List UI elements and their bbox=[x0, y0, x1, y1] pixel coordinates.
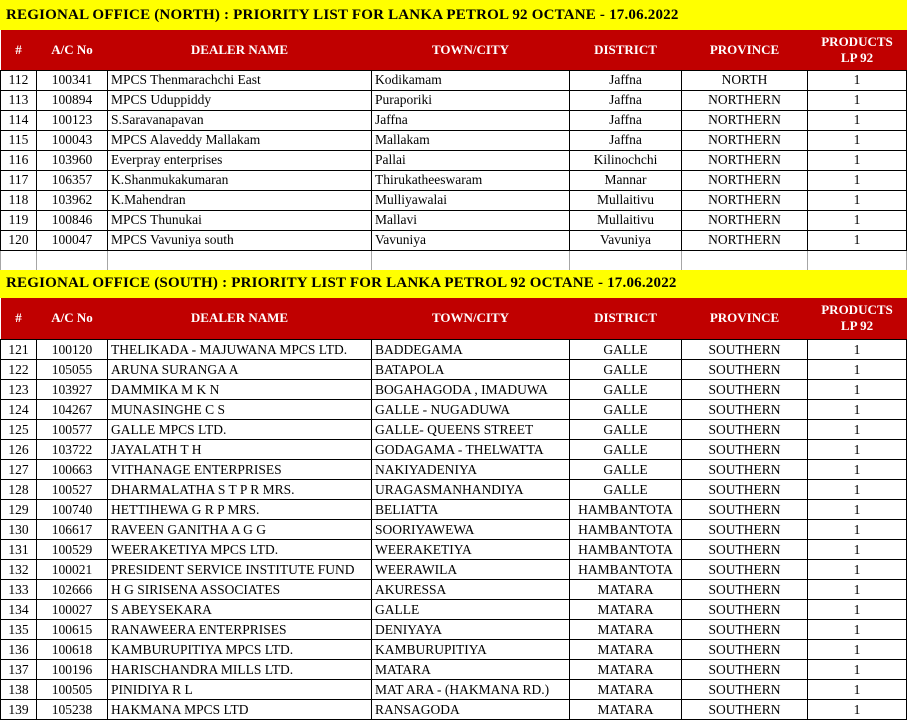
account-no-cell: 100021 bbox=[37, 560, 108, 580]
column-header-district: DISTRICT bbox=[570, 30, 682, 70]
products-cell: 1 bbox=[808, 190, 907, 210]
products-cell: 1 bbox=[808, 500, 907, 520]
products-cell: 1 bbox=[808, 600, 907, 620]
district-cell: Vavuniya bbox=[570, 230, 682, 250]
table-header-north bbox=[1, 30, 907, 70]
district-cell: Jaffna bbox=[570, 90, 682, 110]
province-cell: SOUTHERN bbox=[682, 580, 808, 600]
table-row bbox=[1, 360, 907, 380]
column-header-products: PRODUCTS LP 92 bbox=[808, 30, 907, 70]
row-number-cell: 112 bbox=[1, 70, 37, 90]
products-cell: 1 bbox=[808, 640, 907, 660]
account-no-cell: 100615 bbox=[37, 620, 108, 640]
town-city-cell: MAT ARA - (HAKMANA RD.) bbox=[372, 680, 570, 700]
dealer-name-cell: HARISCHANDRA MILLS LTD. bbox=[108, 660, 372, 680]
row-number-cell: 138 bbox=[1, 680, 37, 700]
province-cell: SOUTHERN bbox=[682, 400, 808, 420]
account-no-cell: 100846 bbox=[37, 210, 108, 230]
column-header-num: # bbox=[1, 30, 37, 70]
district-cell: MATARA bbox=[570, 680, 682, 700]
town-city-cell: WEERAWILA bbox=[372, 560, 570, 580]
account-no-cell: 103962 bbox=[37, 190, 108, 210]
row-number-cell: 118 bbox=[1, 190, 37, 210]
table-row bbox=[1, 640, 907, 660]
table-row bbox=[1, 540, 907, 560]
row-number-cell: 125 bbox=[1, 420, 37, 440]
district-cell: HAMBANTOTA bbox=[570, 560, 682, 580]
town-city-cell: Mallakam bbox=[372, 130, 570, 150]
account-no-cell: 103927 bbox=[37, 380, 108, 400]
priority-table-south bbox=[0, 298, 907, 721]
dealer-name-cell: MPCS Alaveddy Mallakam bbox=[108, 130, 372, 150]
table-row bbox=[1, 680, 907, 700]
district-cell: GALLE bbox=[570, 340, 682, 360]
province-cell: SOUTHERN bbox=[682, 500, 808, 520]
table-row bbox=[1, 580, 907, 600]
table-row bbox=[1, 500, 907, 520]
province-cell: NORTH bbox=[682, 70, 808, 90]
column-header-dealer-name: DEALER NAME bbox=[108, 298, 372, 340]
dealer-name-cell: DHARMALATHA S T P R MRS. bbox=[108, 480, 372, 500]
district-cell: Jaffna bbox=[570, 70, 682, 90]
district-cell: MATARA bbox=[570, 600, 682, 620]
province-cell: SOUTHERN bbox=[682, 660, 808, 680]
table-row bbox=[1, 210, 907, 230]
province-cell: SOUTHERN bbox=[682, 460, 808, 480]
products-cell: 1 bbox=[808, 700, 907, 720]
row-number-cell: 113 bbox=[1, 90, 37, 110]
column-header-dealer-name: DEALER NAME bbox=[108, 30, 372, 70]
account-no-cell: 103722 bbox=[37, 440, 108, 460]
table-row bbox=[1, 520, 907, 540]
province-cell: NORTHERN bbox=[682, 230, 808, 250]
account-no-cell: 104267 bbox=[37, 400, 108, 420]
account-no-cell: 106357 bbox=[37, 170, 108, 190]
province-cell: NORTHERN bbox=[682, 90, 808, 110]
account-no-cell: 100894 bbox=[37, 90, 108, 110]
town-city-cell: Mulliyawalai bbox=[372, 190, 570, 210]
province-cell: NORTHERN bbox=[682, 170, 808, 190]
district-cell: HAMBANTOTA bbox=[570, 540, 682, 560]
row-number-cell: 120 bbox=[1, 230, 37, 250]
products-cell: 1 bbox=[808, 340, 907, 360]
table-body-south bbox=[1, 340, 907, 720]
products-cell: 1 bbox=[808, 680, 907, 700]
spacer-strip bbox=[0, 251, 907, 270]
province-cell: NORTHERN bbox=[682, 210, 808, 230]
table-row bbox=[1, 150, 907, 170]
row-number-cell: 115 bbox=[1, 130, 37, 150]
district-cell: Mullaitivu bbox=[570, 190, 682, 210]
dealer-name-cell: S.Saravanapavan bbox=[108, 110, 372, 130]
town-city-cell: AKURESSA bbox=[372, 580, 570, 600]
section-south-title: REGIONAL OFFICE (SOUTH) : PRIORITY LIST FOR LANKA PETROL 92 OCTANE - 17.06.2022 bbox=[0, 270, 907, 298]
row-number-cell: 122 bbox=[1, 360, 37, 380]
products-cell: 1 bbox=[808, 520, 907, 540]
column-header-town-city: TOWN/CITY bbox=[372, 298, 570, 340]
dealer-name-cell: VITHANAGE ENTERPRISES bbox=[108, 460, 372, 480]
table-row bbox=[1, 700, 907, 720]
account-no-cell: 100740 bbox=[37, 500, 108, 520]
row-number-cell: 114 bbox=[1, 110, 37, 130]
account-no-cell: 100577 bbox=[37, 420, 108, 440]
town-city-cell: URAGASMANHANDIYA bbox=[372, 480, 570, 500]
town-city-cell: MATARA bbox=[372, 660, 570, 680]
province-cell: SOUTHERN bbox=[682, 680, 808, 700]
province-cell: SOUTHERN bbox=[682, 600, 808, 620]
account-no-cell: 100027 bbox=[37, 600, 108, 620]
district-cell: Jaffna bbox=[570, 130, 682, 150]
column-header-province: PROVINCE bbox=[682, 298, 808, 340]
province-cell: NORTHERN bbox=[682, 190, 808, 210]
account-no-cell: 106617 bbox=[37, 520, 108, 540]
account-no-cell: 100043 bbox=[37, 130, 108, 150]
town-city-cell: GALLE- QUEENS STREET bbox=[372, 420, 570, 440]
spacer-row bbox=[1, 251, 907, 270]
dealer-name-cell: RAVEEN GANITHA A G G bbox=[108, 520, 372, 540]
section-north-title: REGIONAL OFFICE (NORTH) : PRIORITY LIST FOR LANKA PETROL 92 OCTANE - 17.06.2022 bbox=[0, 0, 907, 30]
province-cell: SOUTHERN bbox=[682, 440, 808, 460]
products-cell: 1 bbox=[808, 540, 907, 560]
column-header-town-city: TOWN/CITY bbox=[372, 30, 570, 70]
row-number-cell: 136 bbox=[1, 640, 37, 660]
row-number-cell: 139 bbox=[1, 700, 37, 720]
products-cell: 1 bbox=[808, 480, 907, 500]
district-cell: GALLE bbox=[570, 440, 682, 460]
town-city-cell: BADDEGAMA bbox=[372, 340, 570, 360]
row-number-cell: 116 bbox=[1, 150, 37, 170]
account-no-cell: 100663 bbox=[37, 460, 108, 480]
district-cell: GALLE bbox=[570, 460, 682, 480]
table-row bbox=[1, 600, 907, 620]
town-city-cell: GALLE - NUGADUWA bbox=[372, 400, 570, 420]
row-number-cell: 133 bbox=[1, 580, 37, 600]
products-cell: 1 bbox=[808, 580, 907, 600]
district-cell: MATARA bbox=[570, 580, 682, 600]
district-cell: Jaffna bbox=[570, 110, 682, 130]
account-no-cell: 100120 bbox=[37, 340, 108, 360]
town-city-cell: Vavuniya bbox=[372, 230, 570, 250]
account-no-cell: 100341 bbox=[37, 70, 108, 90]
row-number-cell: 121 bbox=[1, 340, 37, 360]
dealer-name-cell: GALLE MPCS LTD. bbox=[108, 420, 372, 440]
province-cell: SOUTHERN bbox=[682, 340, 808, 360]
dealer-name-cell: PINIDIYA R L bbox=[108, 680, 372, 700]
table-row bbox=[1, 440, 907, 460]
town-city-cell: NAKIYADENIYA bbox=[372, 460, 570, 480]
district-cell: MATARA bbox=[570, 700, 682, 720]
products-cell: 1 bbox=[808, 70, 907, 90]
district-cell: MATARA bbox=[570, 640, 682, 660]
district-cell: Mannar bbox=[570, 170, 682, 190]
province-cell: SOUTHERN bbox=[682, 520, 808, 540]
table-row bbox=[1, 340, 907, 360]
section-south bbox=[0, 270, 907, 721]
products-cell: 1 bbox=[808, 130, 907, 150]
row-number-cell: 132 bbox=[1, 560, 37, 580]
district-cell: GALLE bbox=[570, 360, 682, 380]
province-cell: SOUTHERN bbox=[682, 560, 808, 580]
province-cell: SOUTHERN bbox=[682, 420, 808, 440]
dealer-name-cell: K.Shanmukakumaran bbox=[108, 170, 372, 190]
account-no-cell: 100123 bbox=[37, 110, 108, 130]
products-cell: 1 bbox=[808, 400, 907, 420]
table-row bbox=[1, 660, 907, 680]
province-cell: NORTHERN bbox=[682, 110, 808, 130]
table-row bbox=[1, 90, 907, 110]
dealer-name-cell: JAYALATH T H bbox=[108, 440, 372, 460]
district-cell: GALLE bbox=[570, 380, 682, 400]
products-cell: 1 bbox=[808, 560, 907, 580]
row-number-cell: 123 bbox=[1, 380, 37, 400]
town-city-cell: BOGAHAGODA , IMADUWA bbox=[372, 380, 570, 400]
row-number-cell: 126 bbox=[1, 440, 37, 460]
products-cell: 1 bbox=[808, 420, 907, 440]
priority-table-north bbox=[0, 30, 907, 251]
column-header-products: PRODUCTS LP 92 bbox=[808, 298, 907, 340]
row-number-cell: 129 bbox=[1, 500, 37, 520]
table-row bbox=[1, 110, 907, 130]
products-cell: 1 bbox=[808, 620, 907, 640]
row-number-cell: 134 bbox=[1, 600, 37, 620]
province-cell: SOUTHERN bbox=[682, 380, 808, 400]
dealer-name-cell: ARUNA SURANGA A bbox=[108, 360, 372, 380]
products-cell: 1 bbox=[808, 380, 907, 400]
table-row bbox=[1, 70, 907, 90]
town-city-cell: Pallai bbox=[372, 150, 570, 170]
table-row bbox=[1, 130, 907, 150]
town-city-cell: Mallavi bbox=[372, 210, 570, 230]
products-cell: 1 bbox=[808, 230, 907, 250]
province-cell: SOUTHERN bbox=[682, 540, 808, 560]
dealer-name-cell: HETTIHEWA G R P MRS. bbox=[108, 500, 372, 520]
table-row bbox=[1, 170, 907, 190]
town-city-cell: Thirukatheeswaram bbox=[372, 170, 570, 190]
products-cell: 1 bbox=[808, 150, 907, 170]
products-cell: 1 bbox=[808, 660, 907, 680]
dealer-name-cell: MUNASINGHE C S bbox=[108, 400, 372, 420]
table-row bbox=[1, 400, 907, 420]
district-cell: Mullaitivu bbox=[570, 210, 682, 230]
district-cell: HAMBANTOTA bbox=[570, 520, 682, 540]
row-number-cell: 124 bbox=[1, 400, 37, 420]
column-header-ac-no: A/C No bbox=[37, 30, 108, 70]
row-number-cell: 135 bbox=[1, 620, 37, 640]
province-cell: NORTHERN bbox=[682, 150, 808, 170]
province-cell: SOUTHERN bbox=[682, 480, 808, 500]
products-cell: 1 bbox=[808, 90, 907, 110]
row-number-cell: 137 bbox=[1, 660, 37, 680]
dealer-name-cell: Everpray enterprises bbox=[108, 150, 372, 170]
province-cell: SOUTHERN bbox=[682, 360, 808, 380]
products-cell: 1 bbox=[808, 210, 907, 230]
district-cell: MATARA bbox=[570, 660, 682, 680]
dealer-name-cell: THELIKADA - MAJUWANA MPCS LTD. bbox=[108, 340, 372, 360]
dealer-name-cell: MPCS Uduppiddy bbox=[108, 90, 372, 110]
town-city-cell: BELIATTA bbox=[372, 500, 570, 520]
row-number-cell: 130 bbox=[1, 520, 37, 540]
town-city-cell: WEERAKETIYA bbox=[372, 540, 570, 560]
account-no-cell: 105055 bbox=[37, 360, 108, 380]
products-cell: 1 bbox=[808, 360, 907, 380]
products-cell: 1 bbox=[808, 170, 907, 190]
town-city-cell: RANSAGODA bbox=[372, 700, 570, 720]
town-city-cell: Puraporiki bbox=[372, 90, 570, 110]
column-header-ac-no: A/C No bbox=[37, 298, 108, 340]
table-row bbox=[1, 420, 907, 440]
town-city-cell: Kodikamam bbox=[372, 70, 570, 90]
column-header-province: PROVINCE bbox=[682, 30, 808, 70]
province-cell: SOUTHERN bbox=[682, 640, 808, 660]
column-header-district: DISTRICT bbox=[570, 298, 682, 340]
table-row bbox=[1, 190, 907, 210]
products-cell: 1 bbox=[808, 440, 907, 460]
table-row bbox=[1, 560, 907, 580]
dealer-name-cell: WEERAKETIYA MPCS LTD. bbox=[108, 540, 372, 560]
account-no-cell: 100529 bbox=[37, 540, 108, 560]
table-row bbox=[1, 380, 907, 400]
products-cell: 1 bbox=[808, 110, 907, 130]
account-no-cell: 102666 bbox=[37, 580, 108, 600]
row-number-cell: 131 bbox=[1, 540, 37, 560]
dealer-name-cell: KAMBURUPITIYA MPCS LTD. bbox=[108, 640, 372, 660]
account-no-cell: 103960 bbox=[37, 150, 108, 170]
town-city-cell: SOORIYAWEWA bbox=[372, 520, 570, 540]
dealer-name-cell: DAMMIKA M K N bbox=[108, 380, 372, 400]
table-header-south bbox=[1, 298, 907, 340]
dealer-name-cell: MPCS Vavuniya south bbox=[108, 230, 372, 250]
dealer-name-cell: PRESIDENT SERVICE INSTITUTE FUND bbox=[108, 560, 372, 580]
district-cell: GALLE bbox=[570, 400, 682, 420]
district-cell: Kilinochchi bbox=[570, 150, 682, 170]
town-city-cell: GODAGAMA - THELWATTA bbox=[372, 440, 570, 460]
district-cell: GALLE bbox=[570, 480, 682, 500]
account-no-cell: 100505 bbox=[37, 680, 108, 700]
row-number-cell: 128 bbox=[1, 480, 37, 500]
account-no-cell: 105238 bbox=[37, 700, 108, 720]
account-no-cell: 100196 bbox=[37, 660, 108, 680]
district-cell: GALLE bbox=[570, 420, 682, 440]
table-row bbox=[1, 460, 907, 480]
row-number-cell: 119 bbox=[1, 210, 37, 230]
town-city-cell: GALLE bbox=[372, 600, 570, 620]
province-cell: SOUTHERN bbox=[682, 700, 808, 720]
table-row bbox=[1, 620, 907, 640]
section-north bbox=[0, 0, 907, 251]
dealer-name-cell: S ABEYSEKARA bbox=[108, 600, 372, 620]
province-cell: SOUTHERN bbox=[682, 620, 808, 640]
table-body-north bbox=[1, 70, 907, 250]
column-header-num: # bbox=[1, 298, 37, 340]
dealer-name-cell: HAKMANA MPCS LTD bbox=[108, 700, 372, 720]
table-row bbox=[1, 480, 907, 500]
row-number-cell: 127 bbox=[1, 460, 37, 480]
products-cell: 1 bbox=[808, 460, 907, 480]
district-cell: MATARA bbox=[570, 620, 682, 640]
dealer-name-cell: K.Mahendran bbox=[108, 190, 372, 210]
dealer-name-cell: RANAWEERA ENTERPRISES bbox=[108, 620, 372, 640]
town-city-cell: BATAPOLA bbox=[372, 360, 570, 380]
dealer-name-cell: MPCS Thunukai bbox=[108, 210, 372, 230]
town-city-cell: Jaffna bbox=[372, 110, 570, 130]
account-no-cell: 100618 bbox=[37, 640, 108, 660]
town-city-cell: DENIYAYA bbox=[372, 620, 570, 640]
account-no-cell: 100527 bbox=[37, 480, 108, 500]
town-city-cell: KAMBURUPITIYA bbox=[372, 640, 570, 660]
table-row bbox=[1, 230, 907, 250]
district-cell: HAMBANTOTA bbox=[570, 500, 682, 520]
account-no-cell: 100047 bbox=[37, 230, 108, 250]
dealer-name-cell: MPCS Thenmarachchi East bbox=[108, 70, 372, 90]
dealer-name-cell: H G SIRISENA ASSOCIATES bbox=[108, 580, 372, 600]
row-number-cell: 117 bbox=[1, 170, 37, 190]
province-cell: NORTHERN bbox=[682, 130, 808, 150]
